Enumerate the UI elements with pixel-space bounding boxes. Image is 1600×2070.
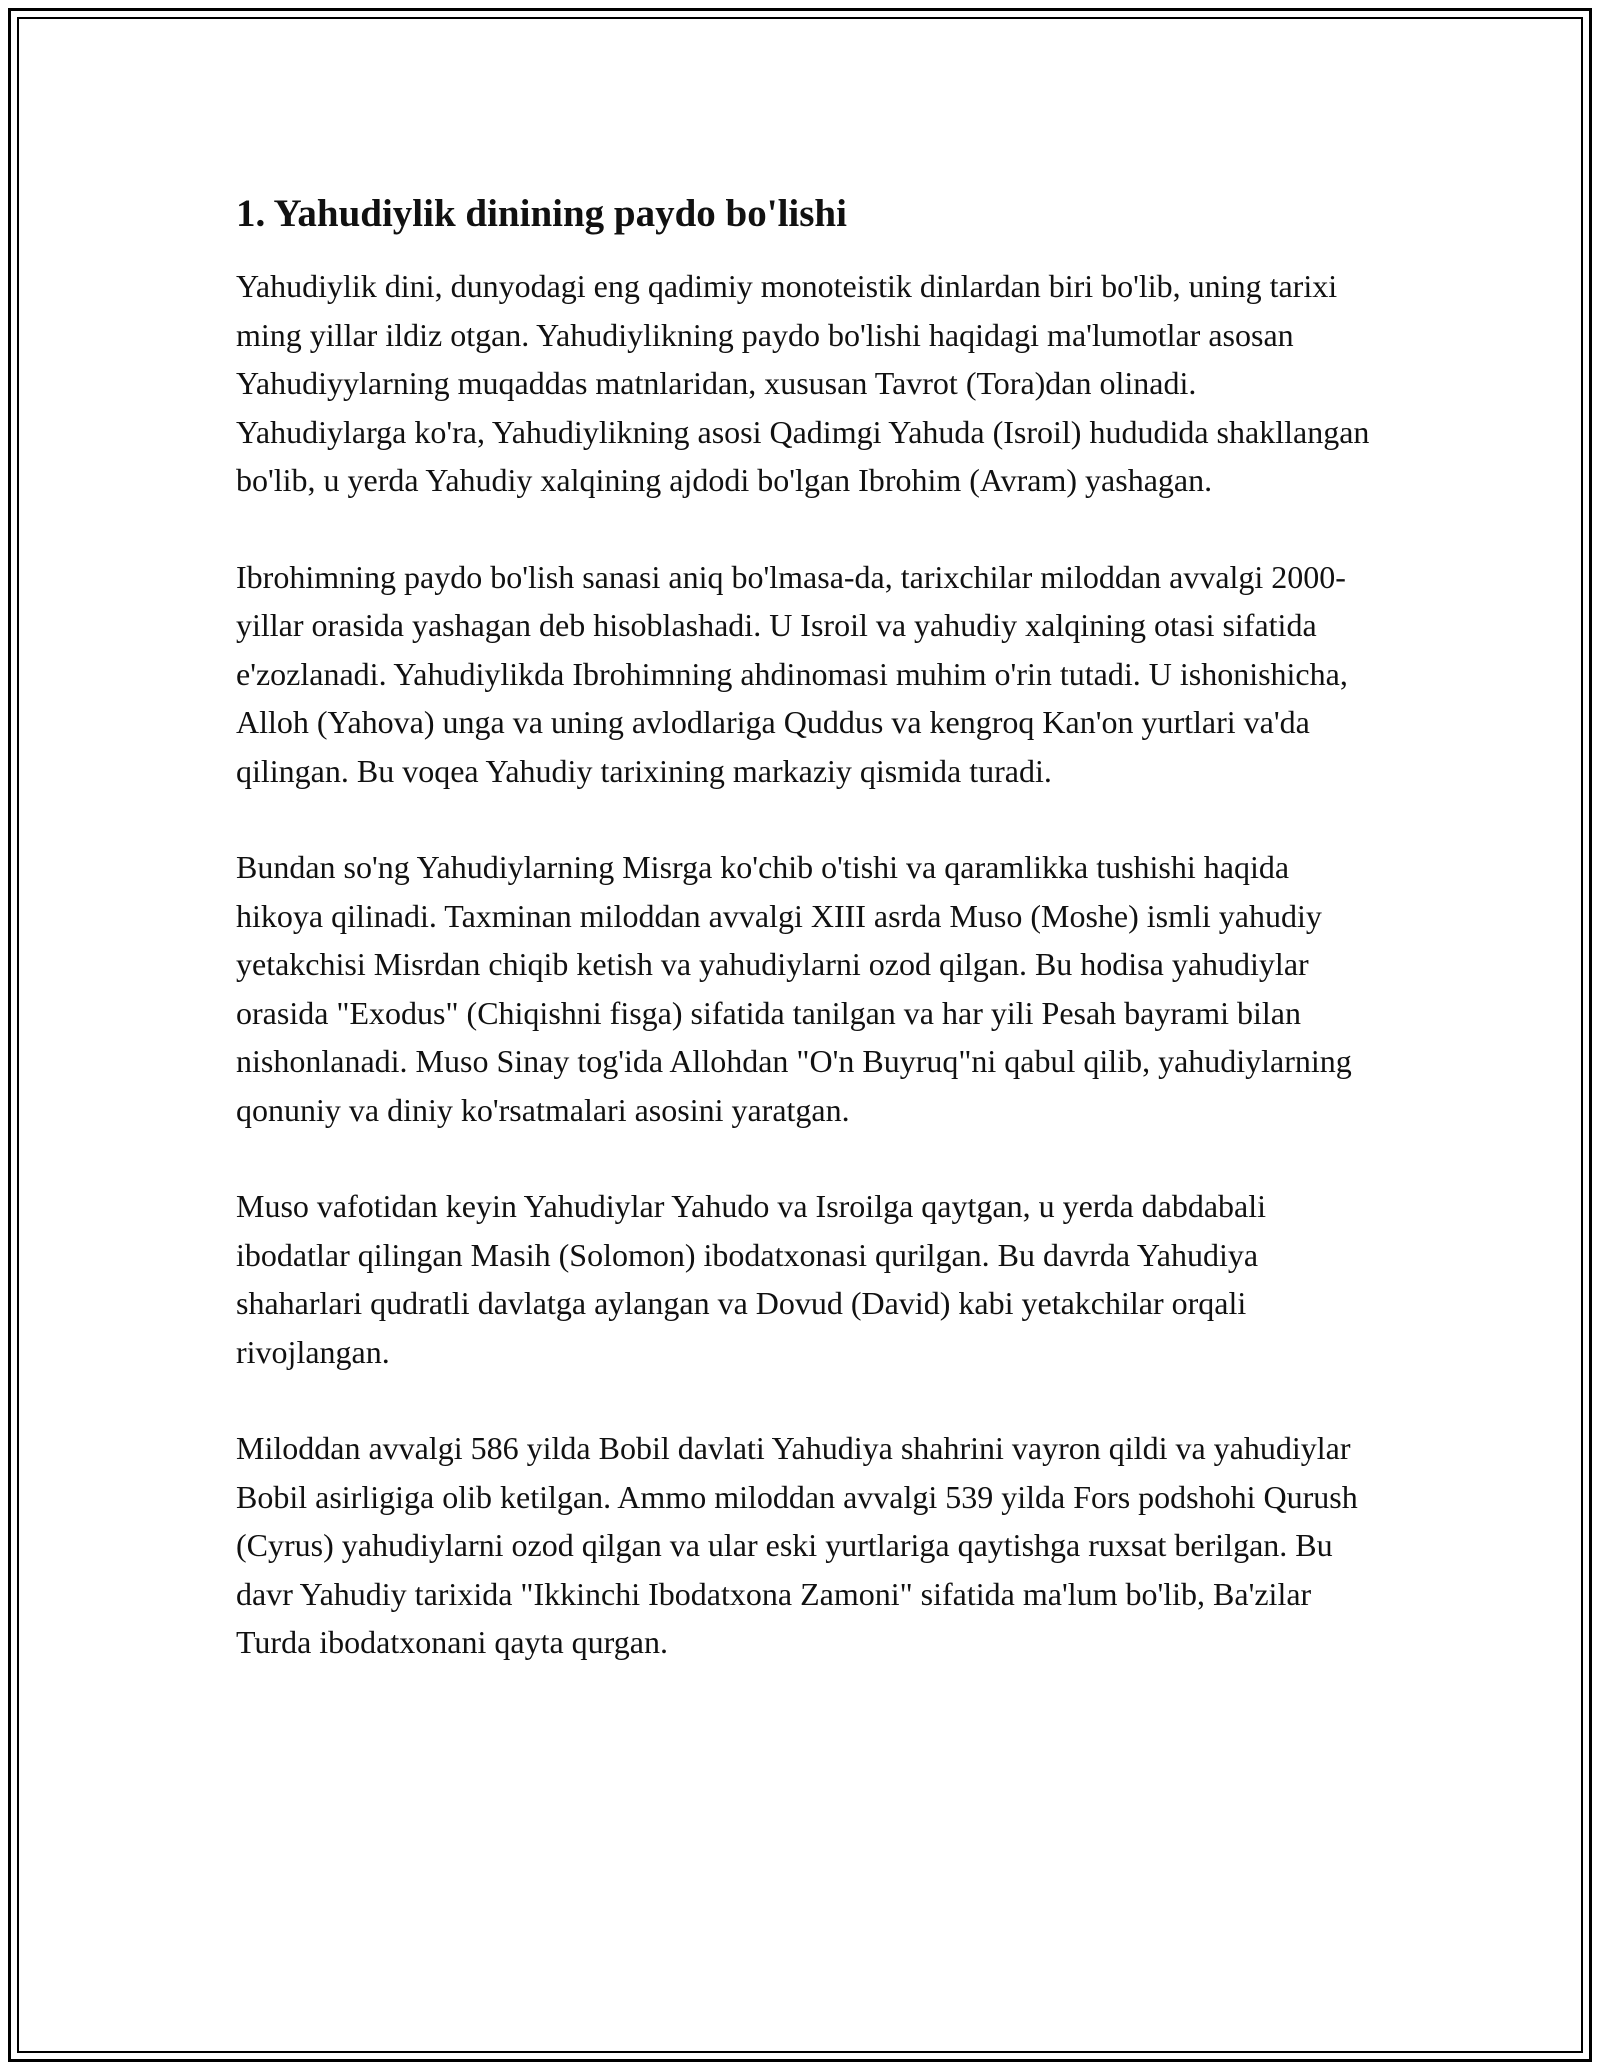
document-body <box>236 188 1372 1715</box>
paragraph-1: Yahudiylik dini, dunyodagi eng qadimiy monoteistik dinlardan biri bo'lib, uning tarixi ming yillar ildiz otgan. Yahudiylikning paydo bo'lishi haqidagi ma'lumotlar asosan Yahudiyylarning muqaddas matnlaridan, xususan Tavrot (Tora)dan olinadi. Yahudiylarga ko'ra, Yahudiylikning asosi Qadimgi Yahuda (Isroil) hududida shakllangan bo'lib, u yerda Yahudiy xalqining ajdodi bo'lgan Ibrohim (Avram) yashagan. <box>236 268 1370 498</box>
paragraph-3: Bundan so'ng Yahudiylarning Misrga ko'chib o'tishi va qaramlikka tushishi haqida hikoya qilinadi. Taxminan miloddan avvalgi XIII asrda Muso (Moshe) ismli yahudiy yetakchisi Misrdan chiqib ketish va yahudiylarni ozod qilgan. Bu hodisa yahudiylar orasida "Exodus" (Chiqishni fisga) sifatida tanilgan va har yili Pesah bayrami bilan nishonlanadi. Muso Sinay tog'ida Allohdan "O'n Buyruq"ni qabul qilib, yahudiylarning qonuniy va diniy ko'rsatmalari asosini yaratgan. <box>236 849 1352 1128</box>
paragraph-4: Muso vafotidan keyin Yahudiylar Yahudo va Isroilga qaytgan, u yerda dabdabali ibodatlar qilingan Masih (Solomon) ibodatxonasi qurilgan. Bu davrda Yahudiya shaharlari qudratli davlatga aylangan va Dovud (David) kabi yetakchilar orqali rivojlangan. <box>236 1188 1267 1370</box>
paragraph-5: Miloddan avvalgi 586 yilda Bobil davlati Yahudiya shahrini vayron qildi va yahudiylar Bobil asirligiga olib ketilgan. Ammo miloddan avvalgi 539 yilda Fors podshohi Qurush (Cyrus) yahudiylarni ozod qilgan va ular eski yurtlariga qaytishga ruxsat berilgan. Bu davr Yahudiy tarixida "Ikkinchi Ibodatxona Zamoni" sifatida ma'lum bo'lib, Ba'zilar Turda ibodatxonani qayta qurgan. <box>236 1430 1358 1660</box>
paragraph-2: Ibrohimning paydo bo'lish sanasi aniq bo'lmasa-da, tarixchilar miloddan avvalgi 2000-yillar orasida yashagan deb hisoblashadi. U Isroil va yahudiy xalqining otasi sifatida e'zozlanadi. Yahudiylikda Ibrohimning ahdinomasi muhim o'rin tutadi. U ishonishicha, Alloh (Yahova) unga va uning avlodlariga Quddus va kengroq Kan'on yurtlari va'da qilingan. Bu voqea Yahudiy tarixining markaziy qismida turadi. <box>236 558 1348 789</box>
section-heading: 1. Yahudiylik dinining paydo bo'lishi <box>236 192 847 235</box>
